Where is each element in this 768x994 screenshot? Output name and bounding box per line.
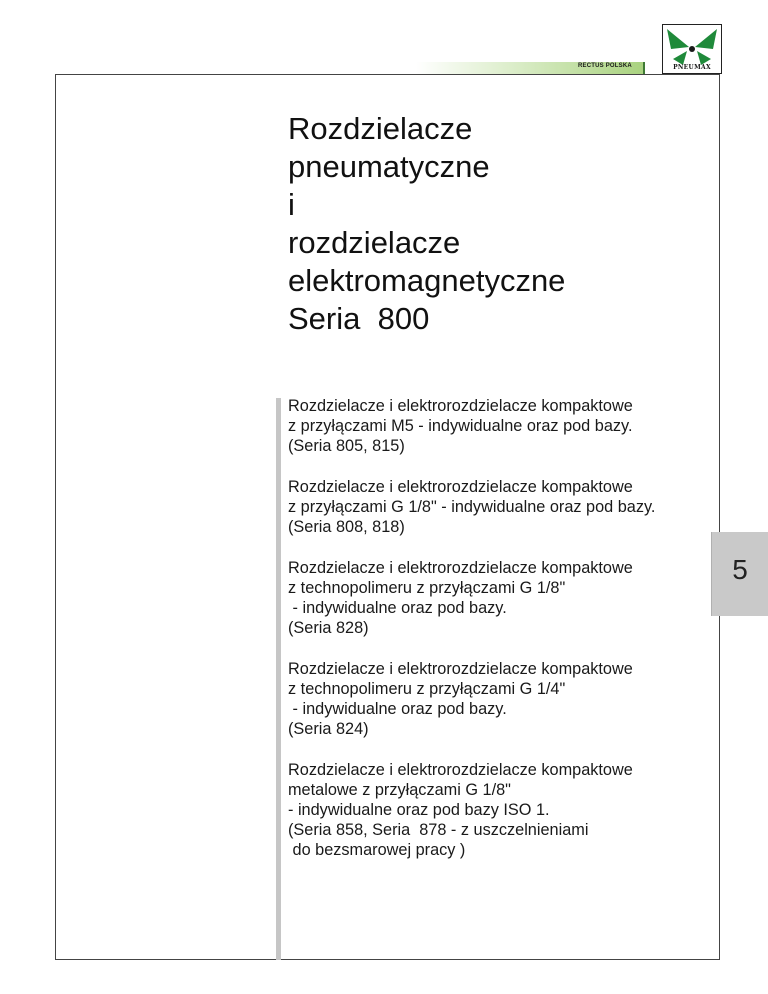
entry-line: (Seria 858, Seria 878 - z uszczelnieniami	[288, 821, 589, 839]
entry-line: (Seria 828)	[288, 619, 369, 637]
entry-line: (Seria 824)	[288, 720, 369, 738]
entry-line: z przyłączami G 1/8" - indywidualne oraz pod bazy.	[288, 498, 656, 516]
entry-line: z przyłączami M5 - indywidualne oraz pod bazy.	[288, 417, 633, 435]
series-entry-828	[288, 558, 728, 638]
entry-line: z technopolimeru z przyłączami G 1/4"	[288, 680, 566, 698]
entry-line: - indywidualne oraz pod bazy ISO 1.	[288, 801, 550, 819]
entry-line: (Seria 805, 815)	[288, 437, 405, 455]
title-line: i	[288, 187, 295, 222]
logo-wordmark: PNEUMAX	[673, 64, 711, 71]
pneumax-logo	[662, 24, 722, 74]
chapter-number: 5	[732, 554, 748, 585]
entry-line: Rozdzielacze i elektrorozdzielacze kompaktowe	[288, 559, 633, 577]
entry-line: - indywidualne oraz pod bazy.	[288, 700, 507, 718]
series-entry-805-815	[288, 396, 728, 456]
company-name: RECTUS POLSKA	[578, 63, 632, 69]
series-list	[288, 396, 728, 881]
entry-line: (Seria 808, 818)	[288, 518, 405, 536]
entry-line: do bezsmarowej pracy )	[288, 841, 466, 859]
title-line: elektromagnetyczne	[288, 263, 566, 298]
entry-line: metalowe z przyłączami G 1/8"	[288, 781, 511, 799]
title-line: pneumatyczne	[288, 149, 490, 184]
series-entry-824	[288, 659, 728, 739]
series-entry-858-878	[288, 760, 728, 860]
entry-line: Rozdzielacze i elektrorozdzielacze kompaktowe	[288, 660, 633, 678]
title-line: Seria 800	[288, 301, 430, 336]
title-line: rozdzielacze	[288, 225, 461, 260]
entry-line: Rozdzielacze i elektrorozdzielacze kompaktowe	[288, 761, 633, 779]
page-title	[288, 110, 565, 338]
title-line: Rozdzielacze	[288, 111, 473, 146]
entry-line: Rozdzielacze i elektrorozdzielacze kompaktowe	[288, 478, 633, 496]
chapter-tab	[711, 532, 768, 616]
series-entry-808-818	[288, 477, 728, 537]
content-side-bar	[276, 398, 281, 960]
entry-line: - indywidualne oraz pod bazy.	[288, 599, 507, 617]
entry-line: z technopolimeru z przyłączami G 1/8"	[288, 579, 566, 597]
entry-line: Rozdzielacze i elektrorozdzielacze kompaktowe	[288, 397, 633, 415]
header-divider	[643, 62, 645, 74]
